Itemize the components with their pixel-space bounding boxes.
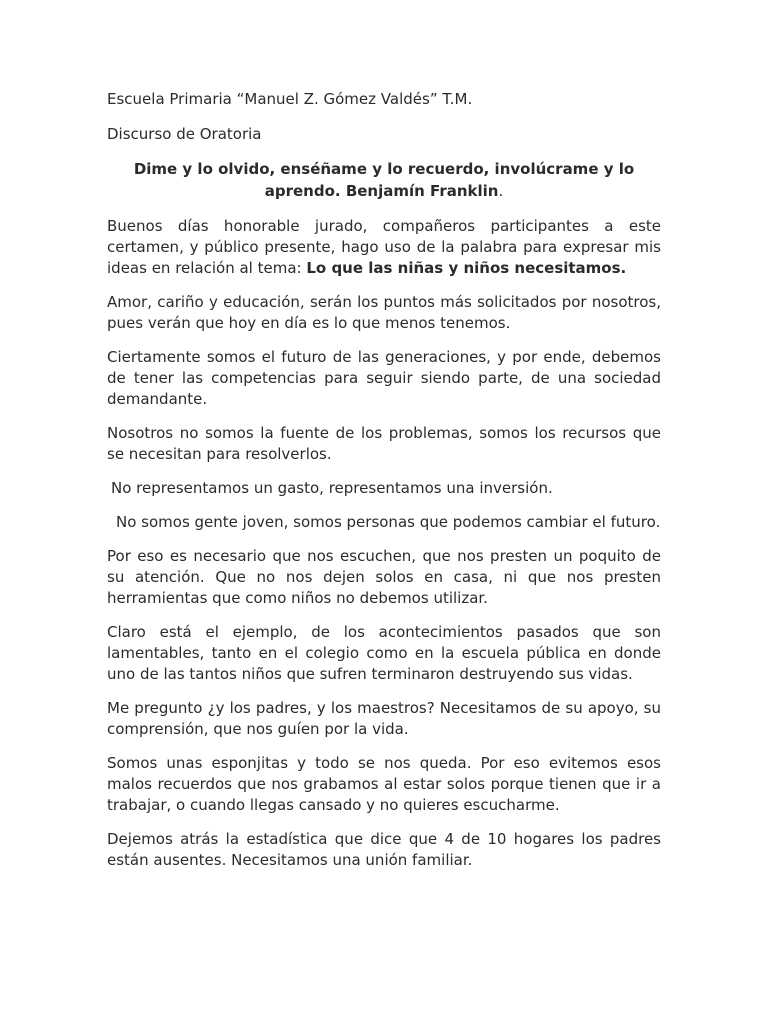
paragraph-10: Somos unas esponjitas y todo se nos queda. Por eso evitemos esos malos recuerdos que nos grabamos al estar solos porque tienen que ir a trabajar, o cuando llegas cansado y no quieres escucharme. <box>107 754 661 814</box>
paragraph-4: Nosotros no somos la fuente de los problemas, somos los recursos que se necesitan para resolverlos. <box>107 424 661 463</box>
paragraph-intro <box>107 216 661 279</box>
intro-text: Buenos días honorable jurado, compañeros participantes a este certamen, y público presente, hago uso de la palabra para expresar mis ideas en relación al tema: <box>107 217 661 277</box>
paragraph-6: No somos gente joven, somos personas que podemos cambiar el futuro. <box>116 513 661 531</box>
paragraph-7: Por eso es necesario que nos escuchen, que nos presten un poquito de su atención. Que no nos dejen solos en casa, ni que nos presten herramientas que como niños no debemos utilizar. <box>107 547 661 607</box>
school-name: Escuela Primaria “Manuel Z. Gómez Valdés” T.M. <box>107 90 473 108</box>
epigraph-period: . <box>498 182 504 200</box>
paragraph-9: Me pregunto ¿y los padres, y los maestros? Necesitamos de su apoyo, su comprensión, que nos guíen por la vida. <box>107 699 661 738</box>
epigraph-quote <box>107 158 661 202</box>
paragraph-2: Amor, cariño y educación, serán los puntos más solicitados por nosotros, pues verán que hoy en día es lo que menos tenemos. <box>107 293 661 332</box>
speech-topic: Lo que las niñas y niños necesitamos. <box>306 259 627 277</box>
paragraph-8: Claro está el ejemplo, de los acontecimientos pasados que son lamentables, tanto en el colegio como en la escuela pública en donde uno de las tantos niños que sufren terminaron destruyendo sus vidas. <box>107 623 661 683</box>
speech-type: Discurso de Oratoria <box>107 125 262 143</box>
epigraph-text: Dime y lo olvido, enséñame y lo recuerdo, involúcrame y lo aprendo. Benjamín Franklin <box>133 160 635 200</box>
paragraph-5: No representamos un gasto, representamos una inversión. <box>111 479 553 497</box>
paragraph-3: Ciertamente somos el futuro de las generaciones, y por ende, debemos de tener las competencias para seguir siendo parte, de una sociedad demandante. <box>107 348 661 408</box>
paragraph-11: Dejemos atrás la estadística que dice que 4 de 10 hogares los padres están ausentes. Necesitamos una unión familiar. <box>107 830 661 869</box>
